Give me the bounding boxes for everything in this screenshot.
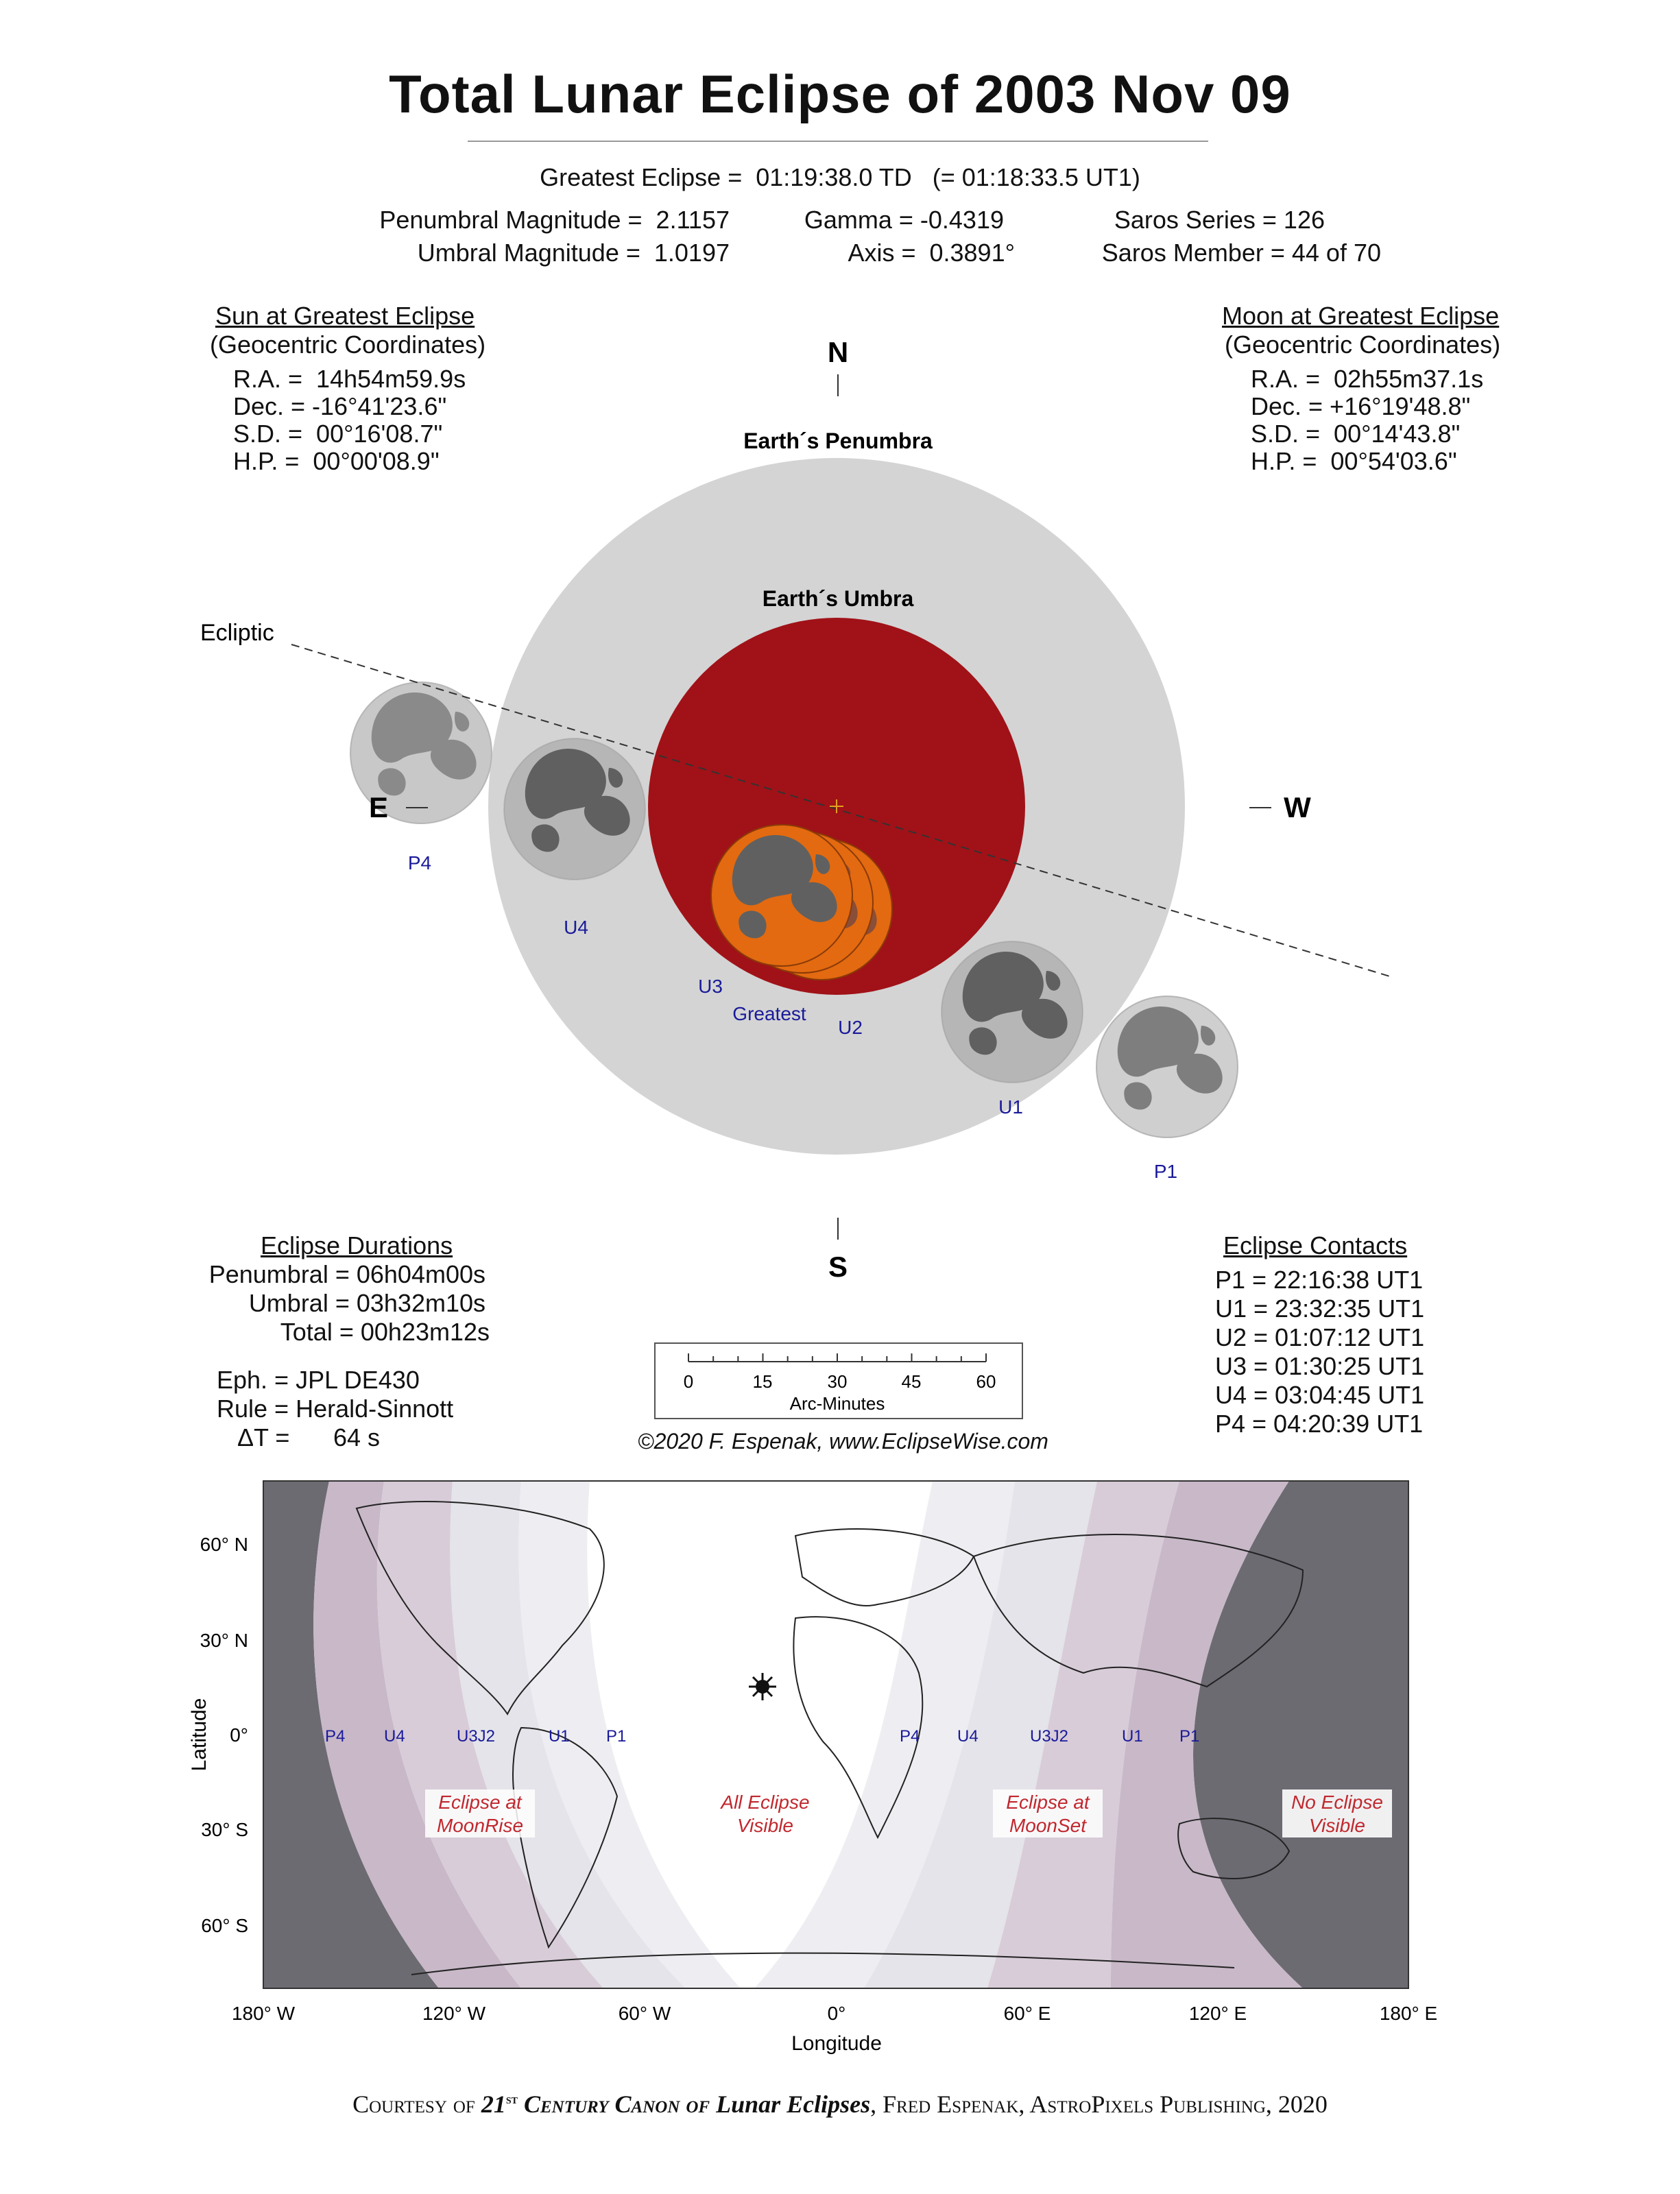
scale-tick-0: 0 <box>683 1371 694 1392</box>
contact-label-u1: U1 <box>998 1096 1023 1118</box>
map-label-p1-east: P1 <box>1179 1727 1200 1746</box>
footer-canon-sup: st <box>505 2092 518 2107</box>
footer-citation <box>0 2090 1680 2119</box>
map-label-u3u2-east: U3J2 <box>1030 1727 1069 1746</box>
contact-p4: P4 = 04:20:39 UT1 <box>1215 1410 1424 1438</box>
moon-sd: S.D. = 00°14'43.8" <box>1251 420 1461 448</box>
east-label: E <box>368 791 389 823</box>
region-moonset-line2: MoonSet <box>1009 1815 1087 1836</box>
moon-dec: Dec. = +16°19'48.8" <box>1251 392 1471 420</box>
contact-label-p4: P4 <box>407 852 432 873</box>
axis-value: Axis = 0.3891° <box>848 239 1015 267</box>
duration-total: Total = 00h23m12s <box>280 1318 490 1346</box>
footer-canon-lunar: Lunar Eclipses <box>716 2090 871 2118</box>
map-label-p1-west: P1 <box>606 1727 627 1746</box>
contact-u2: U2 = 01:07:12 UT1 <box>1215 1323 1425 1351</box>
region-none-line2: Visible <box>1309 1815 1365 1836</box>
sun-heading: Sun at Greatest Eclipse <box>215 302 475 330</box>
sun-icon <box>749 1673 776 1700</box>
scale-tick-15: 15 <box>752 1371 773 1392</box>
lat-label-60n: 60° N <box>200 1534 248 1555</box>
ecliptic-label: Ecliptic <box>200 620 274 646</box>
saros-series: Saros Series = 126 <box>1114 206 1325 234</box>
moon-u4 <box>504 738 645 880</box>
lon-label-0: 0° <box>827 2003 846 2024</box>
footer-canon-num: 21 <box>481 2090 506 2118</box>
penumbral-magnitude: Penumbral Magnitude = 2.1157 <box>379 206 730 234</box>
scale-tick-30: 30 <box>827 1371 848 1392</box>
moon-u3 <box>711 825 852 966</box>
scale-tick-45: 45 <box>901 1371 922 1392</box>
moon-ra: R.A. = 02h55m37.1s <box>1251 365 1484 393</box>
lat-label-60s: 60° S <box>201 1915 248 1936</box>
contact-p1: P1 = 22:16:38 UT1 <box>1215 1266 1424 1294</box>
lon-label-120w: 120° W <box>422 2003 486 2024</box>
region-all-line2: Visible <box>737 1815 793 1836</box>
region-moonset-line1: Eclipse at <box>1006 1792 1090 1813</box>
penumbra-label: Earth´s Penumbra <box>743 429 933 453</box>
scale-tick-60: 60 <box>976 1371 996 1392</box>
lon-label-60w: 60° W <box>618 2003 671 2024</box>
map-label-u1-east: U1 <box>1122 1727 1143 1746</box>
map-label-u4-west: U4 <box>384 1727 405 1746</box>
sun-ra: R.A. = 14h54m59.9s <box>233 365 466 393</box>
copyright-credit: ©2020 F. Espenak, www.EclipseWise.com <box>638 1429 1048 1454</box>
lat-label-30s: 30° S <box>201 1819 248 1840</box>
map-label-p4-west: P4 <box>325 1727 346 1746</box>
map-label-u4-east: U4 <box>957 1727 979 1746</box>
ephemeris: Eph. = JPL DE430 <box>217 1366 420 1394</box>
scale-label: Arc-Minutes <box>789 1393 885 1414</box>
contact-label-greatest: Greatest <box>732 1003 806 1024</box>
region-all-line1: All Eclipse <box>721 1792 810 1813</box>
footer-courtesy: Courtesy of <box>352 2090 481 2118</box>
sun-sd: S.D. = 00°16'08.7" <box>233 420 443 448</box>
duration-umbral: Umbral = 03h32m10s <box>248 1289 485 1317</box>
north-label: N <box>827 336 849 368</box>
sun-dec: Dec. = -16°41'23.6" <box>233 392 447 420</box>
contact-label-u3: U3 <box>698 976 723 997</box>
lon-label-60e: 60° E <box>1003 2003 1051 2024</box>
longitude-axis-label: Longitude <box>791 2032 882 2055</box>
region-moonrise-line2: MoonRise <box>436 1815 524 1836</box>
lon-label-180w: 180° W <box>231 2003 296 2024</box>
visibility-map <box>0 1467 1680 2071</box>
rule: Rule = Herald-Sinnott <box>217 1395 454 1423</box>
arc-minute-scale <box>654 1342 1023 1419</box>
lat-label-30n: 30° N <box>200 1630 248 1651</box>
umbra-label: Earth´s Umbra <box>762 586 914 611</box>
lat-label-0: 0° <box>230 1724 248 1746</box>
west-label: W <box>1284 791 1311 823</box>
lon-label-180e: 180° E <box>1379 2003 1438 2024</box>
contact-label-u4: U4 <box>564 917 588 938</box>
delta-t-label: ΔT = <box>237 1423 290 1451</box>
region-none-line1: No Eclipse <box>1291 1792 1383 1813</box>
moon-p1 <box>1096 996 1238 1137</box>
region-moonrise-line1: Eclipse at <box>438 1792 522 1813</box>
gamma-value: Gamma = -0.4319 <box>804 206 1004 234</box>
footer-rest: , Fred Espenak, AstroPixels Publishing, 2020 <box>870 2090 1328 2118</box>
contact-u3: U3 = 01:30:25 UT1 <box>1215 1352 1425 1380</box>
map-label-p4-east: P4 <box>900 1727 920 1746</box>
moon-subheading: (Geocentric Coordinates) <box>1225 330 1501 359</box>
page-title: Total Lunar Eclipse of 2003 Nov 09 <box>389 64 1291 124</box>
contact-label-u2: U2 <box>838 1017 863 1038</box>
contact-u4: U4 = 03:04:45 UT1 <box>1215 1381 1425 1409</box>
map-label-u3u2-west: U3J2 <box>457 1727 496 1746</box>
map-label-u1-west: U1 <box>549 1727 570 1746</box>
moon-hp: H.P. = 00°54'03.6" <box>1251 447 1457 475</box>
sun-subheading: (Geocentric Coordinates) <box>210 330 486 359</box>
latitude-axis-label: Latitude <box>188 1698 211 1772</box>
moon-u1 <box>941 941 1083 1083</box>
contact-u1: U1 = 23:32:35 UT1 <box>1215 1294 1425 1323</box>
durations-heading: Eclipse Durations <box>261 1231 453 1259</box>
saros-member: Saros Member = 44 of 70 <box>1101 239 1381 267</box>
moon-heading: Moon at Greatest Eclipse <box>1222 302 1500 330</box>
contacts-heading: Eclipse Contacts <box>1223 1231 1408 1259</box>
umbral-magnitude: Umbral Magnitude = 1.0197 <box>417 239 730 267</box>
greatest-eclipse-line: Greatest Eclipse = 01:19:38.0 TD (= 01:18:33.5 UT1) <box>540 163 1140 191</box>
lon-label-120e: 120° E <box>1188 2003 1247 2024</box>
south-label: S <box>828 1251 848 1283</box>
contact-label-p1: P1 <box>1153 1161 1178 1182</box>
delta-t-value: 64 s <box>333 1423 381 1451</box>
footer-canon: Century Canon of <box>517 2090 717 2118</box>
sun-hp: H.P. = 00°00'08.9" <box>233 447 440 475</box>
duration-penumbral: Penumbral = 06h04m00s <box>208 1260 485 1288</box>
